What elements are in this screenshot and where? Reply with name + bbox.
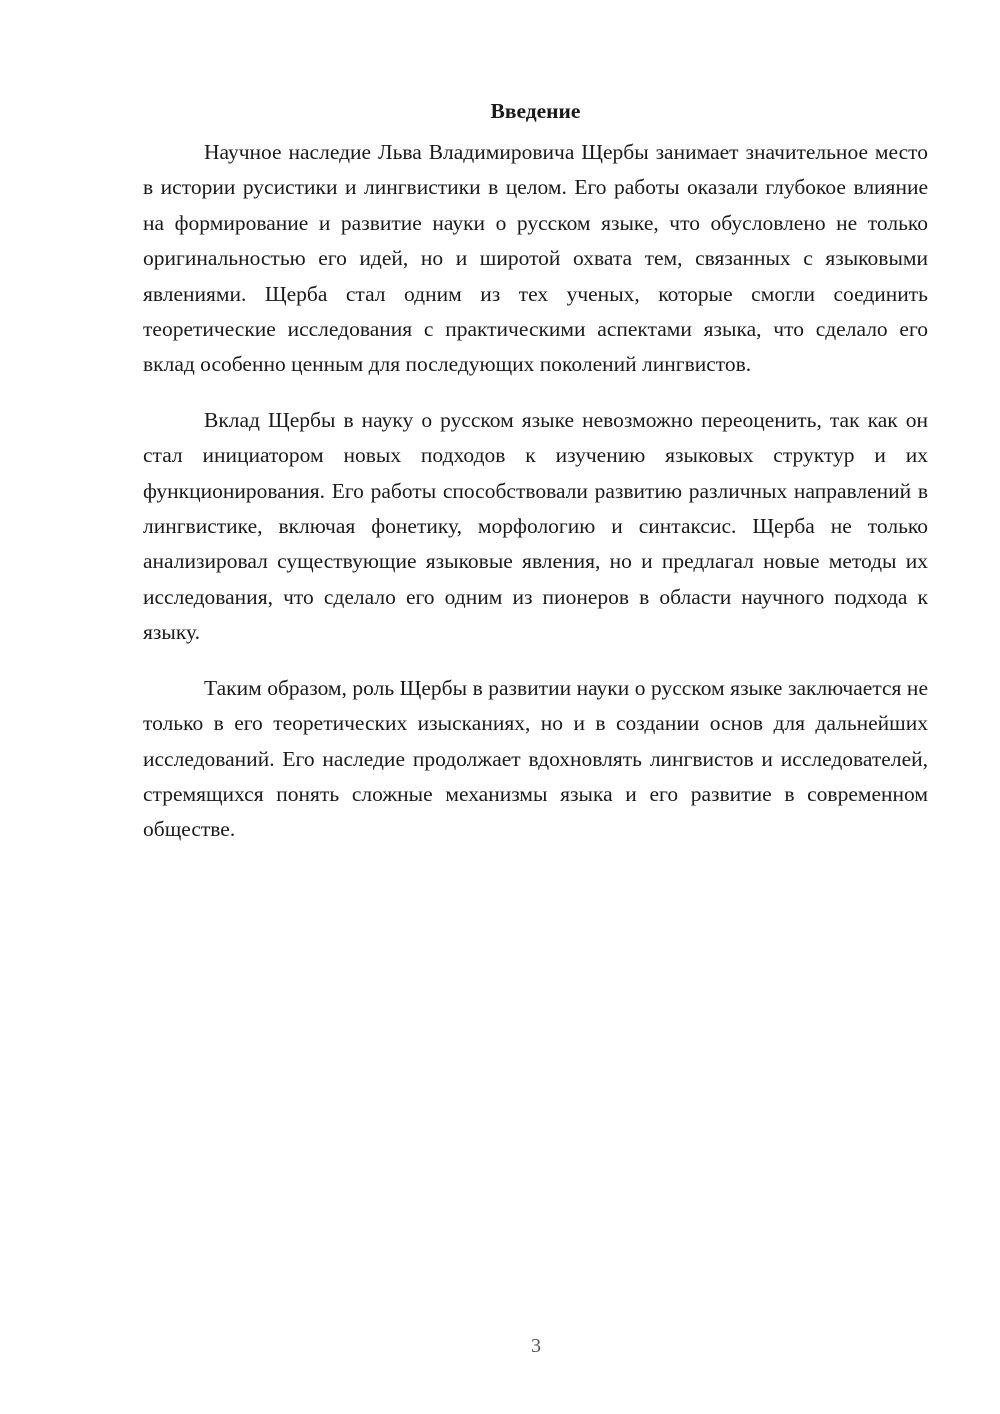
page-content [143, 94, 928, 868]
page-number: 3 [531, 1335, 541, 1357]
paragraph-2: Вклад Щербы в науку о русском языке невозможно переоценить, так как он стал инициатором новых подходов к изучению языковых структур и их функционирования. Его работы способствовали развитию различных направлений в лингвистике, включая фонетику, морфологию и синтаксис. Щерба не только анализировал существующие языковые явления, но и предлагал новые методы их исследования, что сделало его одним из пионеров в области научного подхода к языку. [143, 407, 928, 645]
section-heading: Введение [490, 99, 581, 123]
paragraph-1: Научное наследие Льва Владимировича Щербы занимает значительное место в истории русистики и лингвистики в целом. Его работы оказали глубокое влияние на формирование и развитие науки о русском языке, что обусловлено не только оригинальностью его идей, но и широтой охвата тем, связанных с языковыми явлениями. Щерба стал одним из тех ученых, которые смогли соединить теоретические исследования с практическими аспектами языка, что сделало его вклад особенно ценным для последующих поколений лингвистов. [143, 140, 928, 377]
paragraph-3: Таким образом, роль Щербы в развитии науки о русском языке заключается не только в его теоретических изысканиях, но и в создании основ для дальнейших исследований. Его наследие продолжает вдохновлять лингвистов и исследователей, стремящихся понять сложные механизмы языка и его развитие в современном обществе. [143, 675, 928, 842]
